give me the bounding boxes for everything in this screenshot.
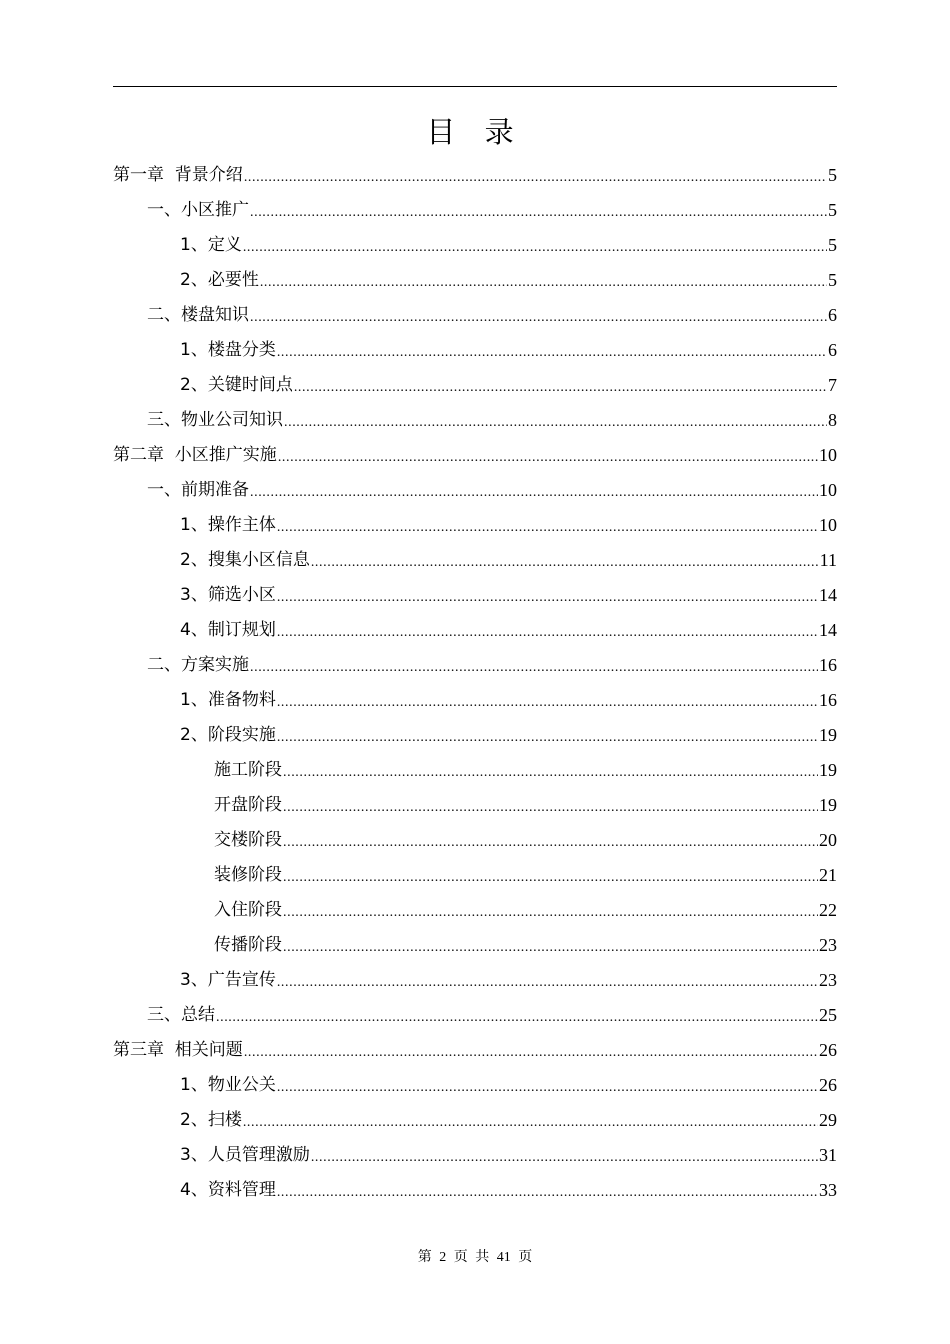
- toc-dot-leader: [277, 729, 818, 747]
- toc-entry-page: 14: [819, 585, 837, 605]
- toc-entry[interactable]: [113, 787, 837, 822]
- toc-dot-leader: [283, 799, 818, 817]
- toc-entry-page: 31: [819, 1145, 837, 1165]
- toc-dot-leader: [284, 414, 827, 432]
- toc-dot-leader: [243, 1114, 818, 1132]
- toc-entry-label: 2、必要性: [180, 270, 259, 290]
- toc-dot-leader: [250, 659, 818, 677]
- toc-dot-leader: [277, 624, 818, 642]
- toc-entry[interactable]: [113, 857, 837, 892]
- toc-entry-page: 19: [819, 795, 837, 815]
- toc-entry[interactable]: [113, 752, 837, 787]
- toc-entry[interactable]: [113, 927, 837, 962]
- toc-dot-leader: [244, 1044, 818, 1062]
- toc-entry-label: 1、物业公关: [180, 1075, 276, 1095]
- toc-entry[interactable]: [113, 192, 837, 227]
- toc-entry-page: 6: [828, 305, 837, 325]
- toc-dot-leader: [283, 869, 818, 887]
- toc-entry-page: 23: [819, 970, 837, 990]
- toc-entry-label: 1、定义: [180, 235, 242, 255]
- toc-dot-leader: [244, 169, 827, 187]
- toc-entry-label: 2、关键时间点: [180, 375, 293, 395]
- toc-entry-label: 传播阶段: [214, 935, 282, 955]
- toc-entry-label: 第一章 背景介绍: [113, 165, 243, 185]
- toc-entry-label: 装修阶段: [214, 865, 282, 885]
- toc-entry[interactable]: [113, 367, 837, 402]
- toc-dot-leader: [283, 764, 818, 782]
- toc-entry[interactable]: [113, 227, 837, 262]
- toc-entry-page: 14: [819, 620, 837, 640]
- toc-dot-leader: [283, 834, 818, 852]
- toc-entry-label: 3、筛选小区: [180, 585, 276, 605]
- toc-entry-page: 5: [828, 200, 837, 220]
- toc-dot-leader: [283, 939, 818, 957]
- toc-entry[interactable]: [113, 1172, 837, 1207]
- toc-entry[interactable]: [113, 822, 837, 857]
- toc-entry[interactable]: [113, 892, 837, 927]
- toc-entry-label: 交楼阶段: [214, 830, 282, 850]
- toc-dot-leader: [294, 379, 827, 397]
- toc-entry[interactable]: [113, 402, 837, 437]
- toc-entry-label: 第二章 小区推广实施: [113, 445, 277, 465]
- toc-entry[interactable]: [113, 542, 837, 577]
- toc-entry[interactable]: [113, 1032, 837, 1067]
- table-of-contents: [113, 157, 837, 1207]
- toc-entry-page: 6: [828, 340, 837, 360]
- toc-entry-page: 19: [819, 725, 837, 745]
- toc-entry-page: 8: [828, 410, 837, 430]
- toc-entry-label: 3、人员管理激励: [180, 1145, 310, 1165]
- toc-entry[interactable]: [113, 1137, 837, 1172]
- toc-entry-page: 7: [828, 375, 837, 395]
- toc-entry-label: 一、小区推广: [147, 200, 249, 220]
- toc-dot-leader: [277, 974, 818, 992]
- toc-dot-leader: [311, 554, 819, 572]
- toc-entry-label: 1、操作主体: [180, 515, 276, 535]
- toc-entry-page: 5: [828, 235, 837, 255]
- toc-entry[interactable]: [113, 437, 837, 472]
- toc-entry[interactable]: [113, 682, 837, 717]
- toc-dot-leader: [250, 204, 827, 222]
- toc-dot-leader: [216, 1009, 818, 1027]
- toc-entry-page: 26: [819, 1075, 837, 1095]
- toc-entry-label: 三、物业公司知识: [147, 410, 283, 430]
- toc-entry[interactable]: [113, 297, 837, 332]
- toc-dot-leader: [277, 1184, 818, 1202]
- toc-dot-leader: [277, 694, 818, 712]
- toc-entry-page: 11: [819, 550, 837, 570]
- toc-entry-page: 19: [819, 760, 837, 780]
- toc-dot-leader: [243, 239, 827, 257]
- toc-entry[interactable]: [113, 332, 837, 367]
- toc-entry-label: 4、制订规划: [180, 620, 276, 640]
- toc-entry-page: 22: [819, 900, 837, 920]
- header-rule: [113, 86, 837, 87]
- toc-entry-page: 21: [819, 865, 837, 885]
- toc-dot-leader: [283, 904, 818, 922]
- toc-entry-page: 10: [819, 515, 837, 535]
- toc-entry-label: 2、扫楼: [180, 1110, 242, 1130]
- toc-dot-leader: [277, 589, 818, 607]
- toc-entry-page: 25: [819, 1005, 837, 1025]
- toc-entry-label: 1、楼盘分类: [180, 340, 276, 360]
- toc-dot-leader: [277, 519, 818, 537]
- toc-entry[interactable]: [113, 507, 837, 542]
- toc-entry-label: 2、搜集小区信息: [180, 550, 310, 570]
- toc-entry-page: 10: [819, 480, 837, 500]
- toc-entry[interactable]: [113, 157, 837, 192]
- toc-entry-label: 第三章 相关问题: [113, 1040, 243, 1060]
- toc-entry-page: 5: [828, 270, 837, 290]
- toc-entry[interactable]: [113, 997, 837, 1032]
- toc-entry-label: 二、楼盘知识: [147, 305, 249, 325]
- toc-entry[interactable]: [113, 612, 837, 647]
- toc-entry[interactable]: [113, 1102, 837, 1137]
- toc-entry-label: 三、总结: [147, 1005, 215, 1025]
- toc-entry-page: 29: [819, 1110, 837, 1130]
- page-footer: 第 2 页 共 41 页: [417, 1250, 533, 1265]
- toc-entry-page: 5: [828, 165, 837, 185]
- toc-entry-page: 16: [819, 690, 837, 710]
- toc-entry-label: 入住阶段: [214, 900, 282, 920]
- page-title: 目 录: [426, 115, 524, 149]
- toc-entry[interactable]: [113, 717, 837, 752]
- toc-entry-page: 10: [819, 445, 837, 465]
- toc-entry[interactable]: [113, 472, 837, 507]
- toc-entry[interactable]: [113, 1067, 837, 1102]
- toc-entry-label: 2、阶段实施: [180, 725, 276, 745]
- toc-entry[interactable]: [113, 262, 837, 297]
- toc-entry-label: 开盘阶段: [214, 795, 282, 815]
- toc-entry[interactable]: [113, 962, 837, 997]
- toc-entry-page: 26: [819, 1040, 837, 1060]
- toc-entry-label: 施工阶段: [214, 760, 282, 780]
- toc-entry-page: 33: [819, 1180, 837, 1200]
- toc-entry-label: 一、前期准备: [147, 480, 249, 500]
- toc-entry-page: 23: [819, 935, 837, 955]
- toc-entry-label: 4、资料管理: [180, 1180, 276, 1200]
- toc-entry-label: 3、广告宣传: [180, 970, 276, 990]
- toc-dot-leader: [250, 484, 818, 502]
- toc-entry-page: 20: [819, 830, 837, 850]
- toc-entry[interactable]: [113, 577, 837, 612]
- toc-dot-leader: [250, 309, 827, 327]
- toc-entry[interactable]: [113, 647, 837, 682]
- toc-dot-leader: [278, 449, 818, 467]
- toc-entry-label: 1、准备物料: [180, 690, 276, 710]
- toc-dot-leader: [260, 274, 827, 292]
- toc-dot-leader: [277, 344, 827, 362]
- toc-dot-leader: [311, 1149, 818, 1167]
- toc-entry-label: 二、方案实施: [147, 655, 249, 675]
- toc-dot-leader: [277, 1079, 818, 1097]
- toc-entry-page: 16: [819, 655, 837, 675]
